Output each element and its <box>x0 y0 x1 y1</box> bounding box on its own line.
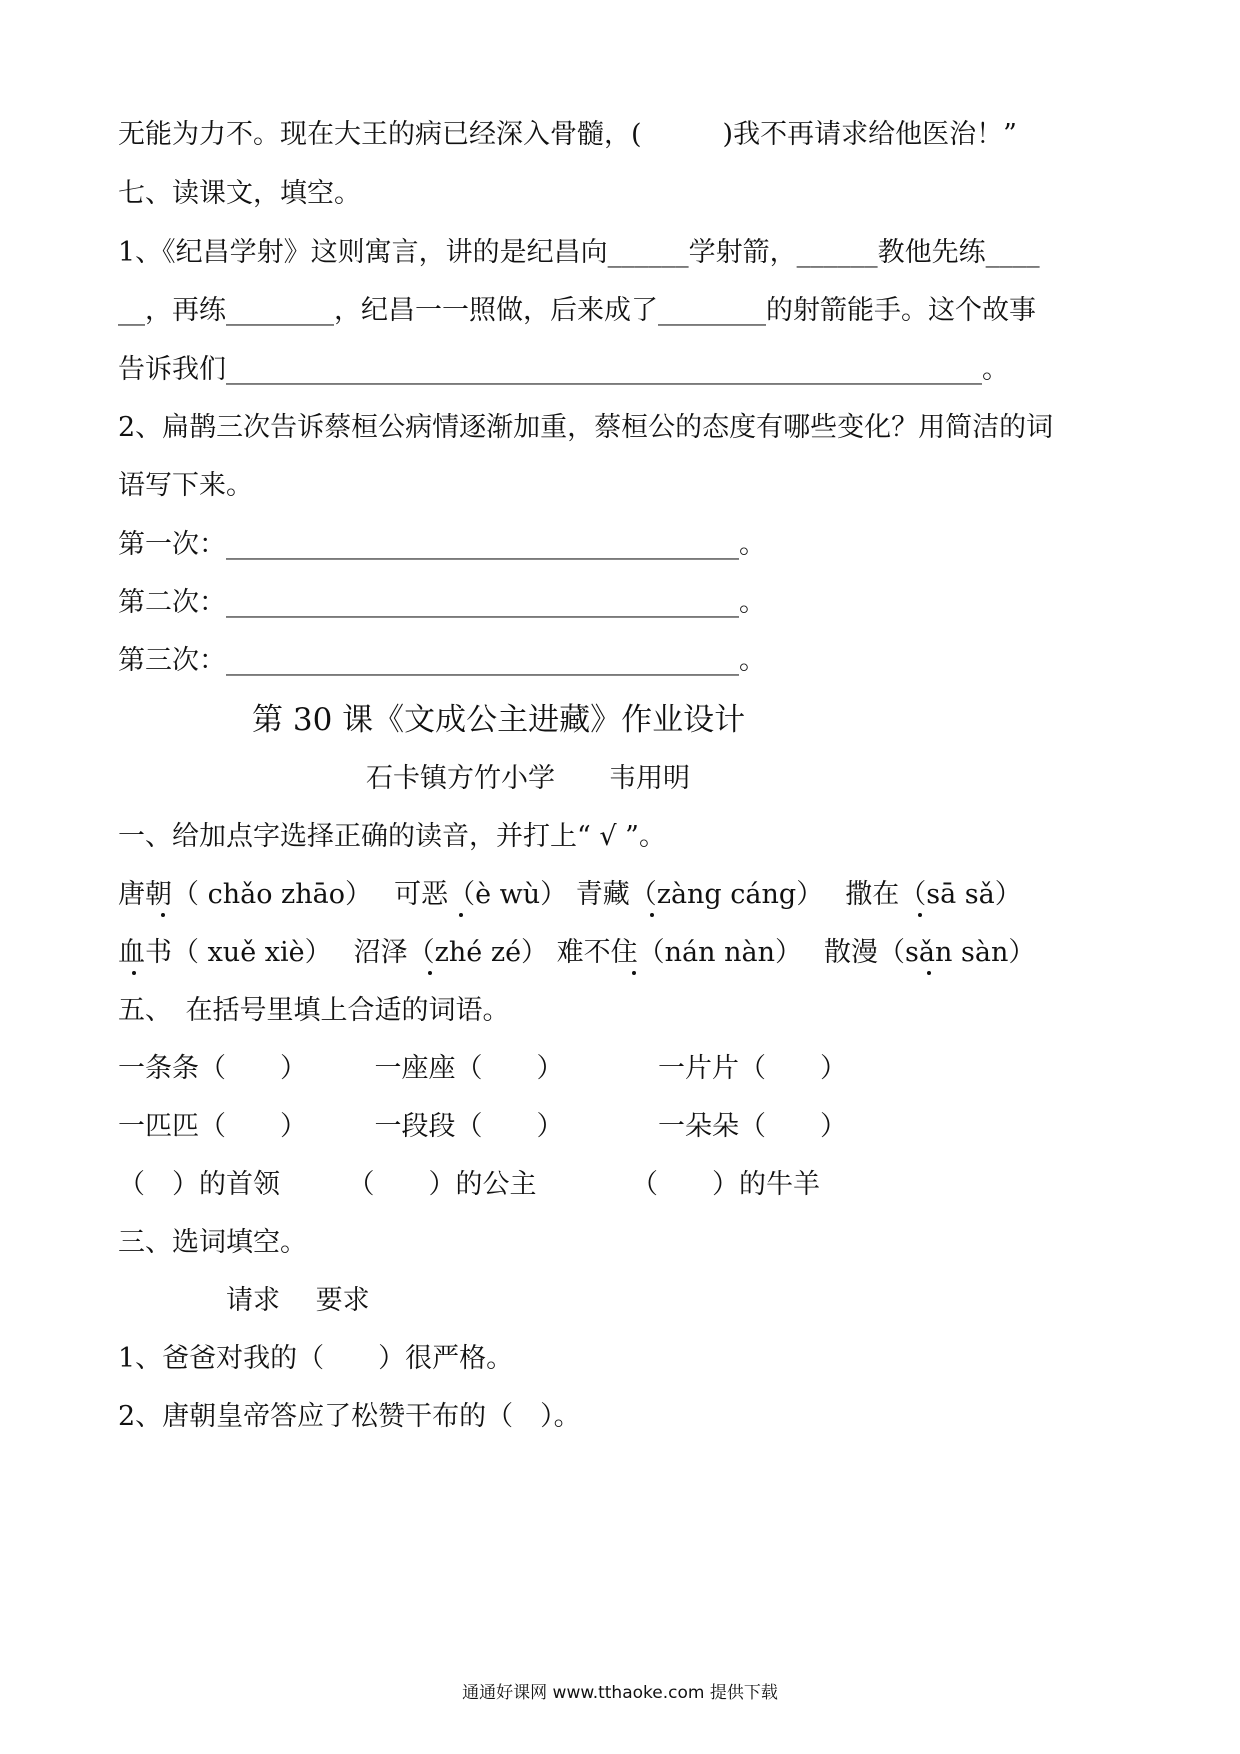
section-heading-7: 七、读课文，填空。 <box>118 178 361 209</box>
section-heading-5: 五、 在括号里填上合适的词语。 <box>118 995 510 1026</box>
page-footer: 通通好课网 www.tthaoke.com 提供下载 <box>462 1683 778 1703</box>
author-line: 石卡镇方竹小学 韦用明 <box>366 763 690 794</box>
section-heading-3: 三、选词填空。 <box>118 1227 307 1258</box>
text-line-3: 1、《纪昌学射》这则寓言，讲的是纪昌向______学射箭，______教他先练____ <box>118 237 1040 268</box>
section-heading-1: 一、给加点字选择正确的读音，并打上“ √ ”。 <box>118 821 666 852</box>
fill-sentence-2: 2、唐朝皇帝答应了松赞干布的（ ）。 <box>118 1401 581 1432</box>
lesson-title: 第 30 课《文成公主进藏》作业设计 <box>252 702 746 738</box>
text-line-7: 语写下来。 <box>118 470 253 501</box>
word-row-3: （ ）的首领 （ ）的公主 （ ）的牛羊 <box>118 1169 820 1200</box>
word-choices: 请求 要求 <box>118 1285 370 1316</box>
answer-line-third: 第三次：______________________________________。 <box>118 645 766 676</box>
answer-line-second: 第二次：______________________________________。 <box>118 587 766 618</box>
emphasis-dot <box>918 913 922 917</box>
emphasis-dot <box>632 971 636 975</box>
answer-line-first: 第一次：______________________________________。 <box>118 529 766 560</box>
text-line-6: 2、扁鹊三次告诉蔡桓公病情逐渐加重，蔡桓公的态度有哪些变化？用简洁的词 <box>118 412 1054 443</box>
emphasis-dot <box>650 913 654 917</box>
text-line-1: 无能为力不。现在大王的病已经深入骨髓，( )我不再请求给他医治！” <box>118 119 1017 150</box>
emphasis-dot <box>132 971 136 975</box>
text-line-5: 告诉我们________________________________________________________。 <box>118 354 1009 385</box>
pinyin-row-1: 唐朝（ chǎo zhāo） 可恶（è wù） 青藏（zàng cáng） 撒在（sā sǎ） <box>118 879 1022 910</box>
emphasis-dot <box>459 913 463 917</box>
word-row-2: 一匹匹（ ） 一段段（ ） 一朵朵（ ） <box>118 1111 847 1142</box>
word-row-1: 一条条（ ） 一座座（ ） 一片片（ ） <box>118 1053 847 1084</box>
pinyin-row-2: 血书（ xuě xiè） 沼泽（zhé zé） 难不住（nán nàn） 散漫（sǎn sàn） <box>118 937 1036 968</box>
emphasis-dot <box>428 971 432 975</box>
text-line-4: __，再练________，纪昌一一照做，后来成了________的射箭能手。这个故事 <box>118 295 1036 326</box>
emphasis-dot <box>927 971 931 975</box>
fill-sentence-1: 1、爸爸对我的（ ）很严格。 <box>118 1343 514 1374</box>
emphasis-dot <box>161 913 165 917</box>
